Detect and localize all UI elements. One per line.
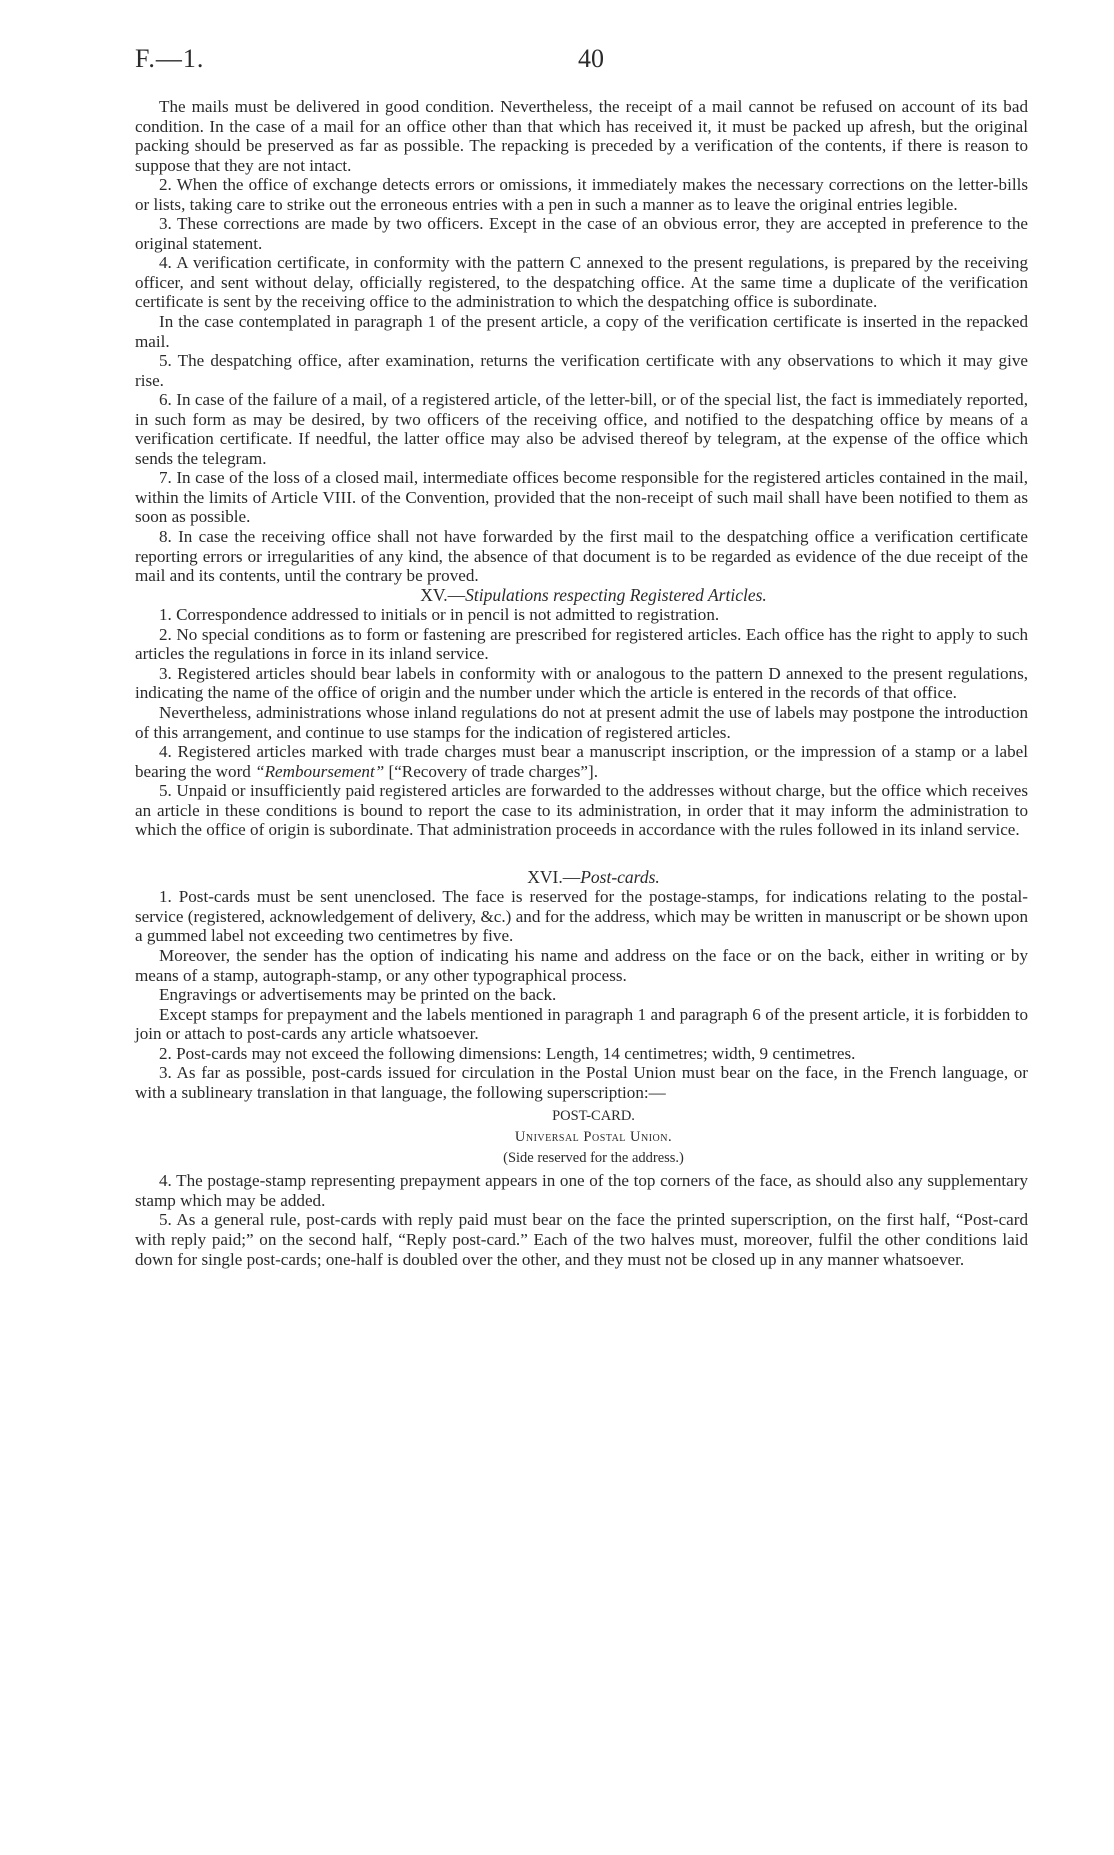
section-title: Post-cards. bbox=[580, 866, 660, 887]
paragraph: 5. Unpaid or insufficiently paid registered articles are forwarded to the addresses without charge, but the office which receives an article in these conditions is bound to report the case to its administration, in order that it may inform the administration to which the office of origin is subordinate. That administration proceeds in accordance with the rules followed in its inland service. bbox=[135, 781, 1028, 840]
section-title: Stipulations respecting Registered Articles. bbox=[465, 584, 767, 605]
inscription-note: (Side reserved for the address.) bbox=[503, 1150, 684, 1167]
paragraph: 2. No special conditions as to form or fastening are prescribed for registered articles. Each office has the right to apply to such articles the regulations in force in its inland service. bbox=[135, 624, 1028, 664]
inscription-union: Universal Postal Union. bbox=[514, 1129, 673, 1146]
paragraph: Moreover, the sender has the option of indicating his name and address on the face or on the back, either in writing or by means of a stamp, autograph-stamp, or any other typographical process. bbox=[135, 945, 1028, 985]
section-heading-xvi bbox=[135, 868, 1028, 888]
paragraph: 4. A verification certificate, in conformity with the pattern C annexed to the present regulations, is prepared by the receiving officer, and sent without delay, officially registered, to the despatching office. At the same time a duplicate of the verification certificate is sent by the receiving office to the administration to which the despatching office is subordinate. bbox=[135, 253, 1028, 312]
paragraph: 7. In case of the loss of a closed mail, intermediate offices become responsible for the registered articles contained in the mail, within the limits of Article VIII. of the Convention, provided that the non-receipt of such mail shall have been notified to them as soon as possible. bbox=[135, 468, 1028, 527]
paragraph: Engravings or advertisements may be printed on the back. bbox=[159, 985, 557, 1005]
paragraph: 6. In case of the failure of a mail, of a registered article, of the letter-bill, or of the special list, the fact is immediately reported, in such form as may be desired, by two officers of the receiving office, and notified to the despatching office by means of a verification certificate. If needful, the latter office may also be advised thereof by telegram, at the expense of the office which sends the telegram. bbox=[135, 390, 1028, 468]
paragraph: 3. Registered articles should bear labels in conformity with or analogous to the pattern D annexed to the present regulations, indicating the name of the office of origin and the number under which the article is entered in the records of that office. bbox=[135, 663, 1028, 703]
section-heading-xv bbox=[135, 586, 1028, 606]
paragraph: 8. In case the receiving office shall not have forwarded by the first mail to the despatching office a verification certificate reporting errors or irregularities of any kind, the absence of that document is to be regarded as evidence of the due receipt of the mail and its contents, until the contrary be proved. bbox=[135, 527, 1028, 586]
paragraph: Nevertheless, administrations whose inland regulations do not at present admit the use of labels may postpone the introduction of this arrangement, and continue to use stamps for the indication of registered articles. bbox=[135, 702, 1028, 742]
paragraph: 2. When the office of exchange detects errors or omissions, it immediately makes the necessary corrections on the letter-bills or lists, taking care to strike out the erroneous entries with a pen in such a manner as to leave the original entries legible. bbox=[135, 175, 1028, 214]
paragraph: The mails must be delivered in good condition. Nevertheless, the receipt of a mail cannot be refused on account of its bad condition. In the case of a mail for an office other than that which has received it, it must be packed up afresh, but the original packing should be preserved as far as possible. The repacking is preceded by a verification of the contents, if there is reason to suppose that they are not intact. bbox=[135, 97, 1028, 175]
page-number: 40 bbox=[578, 44, 604, 73]
paragraph bbox=[135, 742, 1028, 781]
paragraph: 1. Correspondence addressed to initials or in pencil is not admitted to registration. bbox=[159, 605, 720, 625]
section-number: XV.— bbox=[420, 584, 466, 605]
paragraph: Except stamps for prepayment and the labels mentioned in paragraph 1 and paragraph 6 of the present article, it is forbidden to join or attach to post-cards any article whatsoever. bbox=[135, 1004, 1028, 1044]
page-body bbox=[135, 97, 1028, 1269]
text-run: 4. Registered articles marked with trade charges must bear a manuscript inscription, or the impression of a stamp or a label bearing the word bbox=[135, 742, 1028, 781]
paragraph: 3. These corrections are made by two officers. Except in the case of an obvious error, they are accepted in preference to the original statement. bbox=[135, 214, 1028, 253]
text-run: [“Recovery of trade charges”]. bbox=[384, 761, 598, 781]
paragraph: 5. The despatching office, after examination, returns the verification certificate with any observations to which it may give rise. bbox=[135, 351, 1028, 390]
document-code: F.—1. bbox=[135, 44, 205, 73]
page-header bbox=[135, 44, 1028, 84]
section-number: XVI.— bbox=[527, 866, 581, 887]
inscription-title: POST-CARD. bbox=[552, 1108, 635, 1125]
paragraph: In the case contemplated in paragraph 1 of the present article, a copy of the verification certificate is inserted in the repacked mail. bbox=[135, 312, 1028, 351]
paragraph: 1. Post-cards must be sent unenclosed. The face is reserved for the postage-stamps, for indications relating to the postal-service (registered, acknowledgement of delivery, &c.) and for the address, which may be written in manuscript or be shown upon a gummed label not exceeding two centimetres by five. bbox=[135, 887, 1028, 946]
paragraph: 3. As far as possible, post-cards issued for circulation in the Postal Union must bear on the face, in the French language, or with a sublineary translation in that language, the following superscription:— bbox=[135, 1063, 1028, 1102]
italic-term: “Remboursement” bbox=[255, 761, 385, 781]
paragraph: 5. As a general rule, post-cards with reply paid must bear on the face the printed superscription, on the first half, “Post-card with reply paid;” on the second half, “Reply post-card.” Each of the two halves must, moreover, fulfil the other conditions laid down for single post-cards; one-half is doubled over the other, and they must not be closed up in any manner whatsoever. bbox=[135, 1210, 1028, 1269]
paragraph: 2. Post-cards may not exceed the following dimensions: Length, 14 centimetres; width, 9 centimetres. bbox=[159, 1043, 856, 1063]
paragraph: 4. The postage-stamp representing prepayment appears in one of the top corners of the face, as should also any supplementary stamp which may be added. bbox=[135, 1171, 1028, 1210]
